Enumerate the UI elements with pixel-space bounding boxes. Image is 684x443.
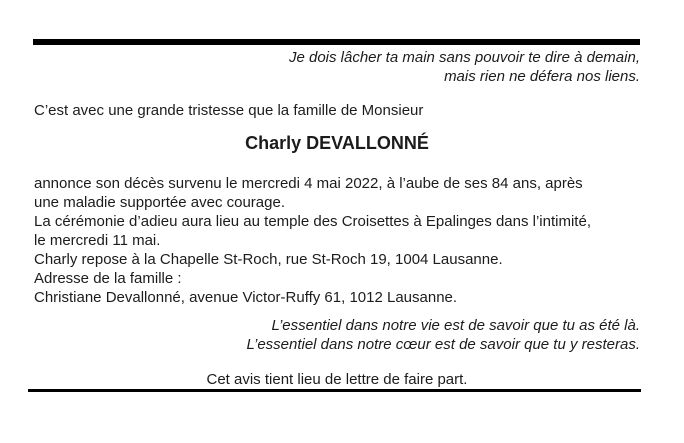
body-line: une maladie supportée avec courage. <box>34 194 286 211</box>
top-rule <box>33 39 640 45</box>
deceased-name: Charly DEVALLONNÉ <box>245 133 429 153</box>
opening-quote <box>289 48 640 86</box>
body-line: le mercredi 11 mai. <box>34 232 161 249</box>
opening-quote-line-1: Je dois lâcher ta main sans pouvoir te dire à demain, <box>288 49 640 66</box>
body-line: La cérémonie d’adieu aura lieu au temple des Croisettes à Epalinges dans l’intimité, <box>34 213 591 230</box>
body-line: Charly repose à la Chapelle St-Roch, rue St-Roch 19, 1004 Lausanne. <box>34 251 503 268</box>
bottom-rule <box>28 389 641 392</box>
closing-quote-line-2: L’essentiel dans notre cœur est de savoir que tu y resteras. <box>246 336 640 353</box>
closing-note: Cet avis tient lieu de lettre de faire part. <box>206 371 468 388</box>
body-line: Adresse de la famille : <box>34 270 182 287</box>
opening-quote-line-2: mais rien ne défera nos liens. <box>444 68 640 85</box>
closing-quote <box>246 316 640 354</box>
intro-line: C’est avec une grande tristesse que la famille de Monsieur <box>34 102 424 119</box>
announcement-body <box>34 174 591 307</box>
body-line: Christiane Devallonné, avenue Victor-Ruffy 61, 1012 Lausanne. <box>34 289 458 306</box>
body-line: annonce son décès survenu le mercredi 4 mai 2022, à l’aube de ses 84 ans, après <box>34 175 583 192</box>
closing-quote-line-1: L’essentiel dans notre vie est de savoir que tu as été là. <box>271 317 640 334</box>
